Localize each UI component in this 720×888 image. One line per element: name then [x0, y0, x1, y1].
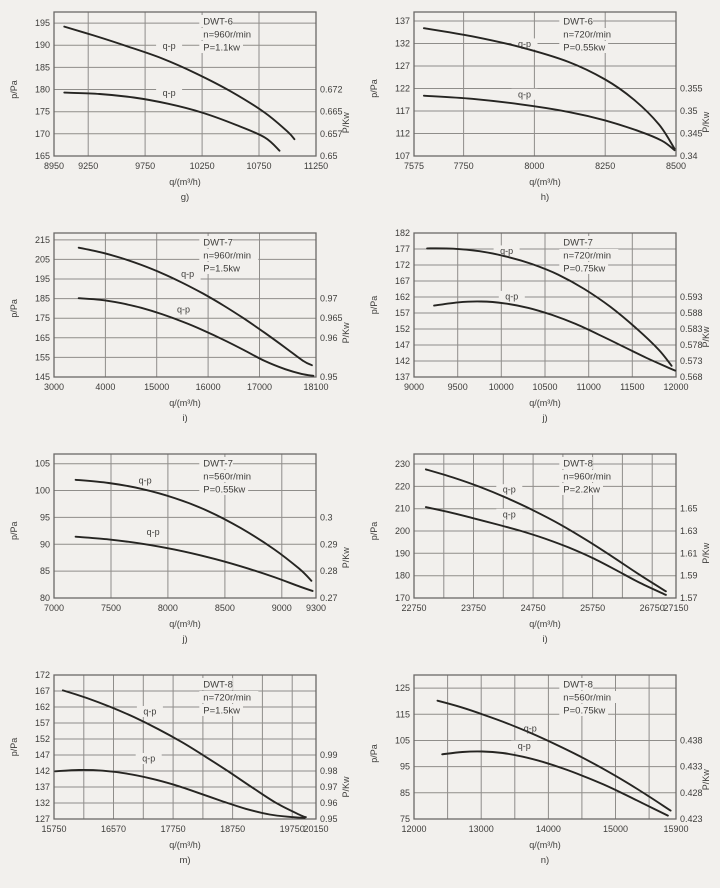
curve-label: q-p [162, 88, 176, 99]
y-axis-title: p/Pa [369, 79, 379, 98]
legend-line: DWT-8 [563, 458, 593, 470]
curve-q-p-1 [426, 507, 666, 595]
legend-line: DWT-8 [563, 679, 593, 691]
curve-label: q-p [162, 41, 176, 52]
y2-tick-label: 0.27 [320, 593, 338, 603]
x-tick-label: 9000 [403, 382, 425, 392]
y2-tick-label: 0.34 [680, 151, 698, 161]
legend-line: DWT-7 [203, 237, 233, 249]
x-tick-label: 8250 [595, 161, 616, 171]
legend-line: n=720r/min [203, 692, 252, 704]
chart-canvas-0 [4, 4, 356, 222]
x-tick-label: 8500 [665, 161, 687, 171]
chart-figure-j [360, 225, 720, 446]
y-tick-label: 167 [394, 276, 410, 286]
y2-tick-label: 0.578 [680, 340, 703, 350]
y2-tick-label: 0.95 [320, 372, 338, 382]
y-tick-label: 185 [34, 293, 50, 304]
y2-tick-label: 0.965 [320, 313, 343, 324]
x-tick-label: 10750 [246, 161, 272, 171]
y2-tick-label: 0.583 [680, 324, 703, 334]
x-tick-label: 19750 [279, 824, 305, 834]
legend-line: n=960r/min [203, 29, 252, 41]
x-tick-label: 8500 [214, 603, 235, 613]
y-tick-label: 180 [394, 570, 410, 581]
x-tick-label: 16570 [100, 824, 127, 834]
x-tick-label: 12000 [401, 824, 427, 834]
chart-canvas-1 [364, 4, 716, 222]
gridlines [414, 675, 676, 819]
chart-sublabel: n) [540, 855, 550, 866]
chart-sublabel: h) [540, 192, 550, 203]
y-tick-label: 115 [395, 709, 410, 720]
curve-q-p-1 [442, 751, 668, 815]
chart-figure-i [0, 225, 360, 446]
y2-tick-label: 0.438 [680, 735, 703, 746]
x-tick-label: 7750 [453, 161, 474, 171]
y2-tick-label: 0.568 [680, 372, 703, 382]
x-tick-label: 9750 [135, 161, 156, 171]
x-axis-title: q/(m³/h) [169, 619, 201, 629]
x-tick-label: 27150 [663, 603, 689, 613]
gridlines [54, 454, 316, 598]
x-axis-title: q/(m³/h) [529, 398, 561, 408]
legend-line: P=0.55kw [563, 42, 606, 54]
y2-tick-label: 0.96 [320, 798, 338, 808]
y2-axis-title: P/Kw [341, 322, 351, 344]
y-tick-label: 142 [34, 766, 50, 776]
chart-canvas-5 [364, 446, 716, 664]
y-tick-label: 162 [34, 702, 50, 712]
y-tick-label: 152 [34, 734, 50, 744]
x-tick-label: 11500 [620, 382, 645, 392]
x-tick-label: 18100 [303, 382, 329, 392]
legend-line: n=560r/min [203, 471, 252, 483]
legend-line: n=720r/min [563, 29, 612, 41]
y2-tick-label: 0.428 [680, 787, 703, 798]
y-tick-label: 147 [34, 750, 50, 760]
curve-q-p-0 [63, 690, 306, 817]
y-tick-label: 137 [394, 16, 410, 26]
curve-label: q-p [517, 38, 532, 49]
curve-q-p-0 [426, 469, 666, 591]
y-axis-title: p/Pa [9, 521, 19, 541]
y-tick-label: 195 [34, 18, 50, 29]
y2-tick-label: 0.665 [320, 106, 343, 117]
chart-figure-m [0, 667, 360, 888]
y-axis-title: p/Pa [369, 744, 379, 763]
x-tick-label: 11000 [576, 382, 601, 392]
legend-line: P=1.5kw [203, 705, 241, 717]
y-tick-label: 137 [34, 782, 50, 792]
curve-label: q-p [143, 706, 157, 717]
plot-border [414, 675, 676, 819]
y2-tick-label: 0.29 [320, 539, 338, 550]
y2-tick-label: 0.657 [320, 128, 343, 139]
legend-line: P=0.75kw [563, 705, 606, 717]
y2-tick-label: 0.3 [320, 512, 333, 523]
legend-line: DWT-8 [203, 679, 233, 691]
y2-tick-label: 0.345 [680, 128, 703, 139]
x-tick-label: 15750 [41, 824, 67, 834]
x-tick-label: 14000 [535, 824, 561, 834]
chart-sublabel: i) [542, 634, 548, 645]
x-tick-label: 15000 [144, 382, 170, 392]
x-tick-label: 17750 [160, 824, 186, 834]
x-axis-title: q/(m³/h) [169, 177, 201, 187]
legend-line: DWT-6 [203, 16, 233, 28]
chart-sublabel: j) [542, 413, 548, 424]
x-tick-label: 20150 [303, 824, 329, 834]
x-tick-label: 7500 [100, 603, 122, 613]
curve-label: q-p [502, 484, 516, 495]
y-tick-label: 152 [394, 324, 410, 334]
y2-tick-label: 0.433 [680, 761, 703, 772]
y-tick-label: 220 [394, 481, 410, 492]
x-tick-label: 7000 [43, 603, 65, 613]
chart-canvas-4 [4, 446, 356, 664]
y-axis-title: p/Pa [9, 299, 19, 318]
y2-tick-label: 1.57 [680, 593, 698, 603]
y2-tick-label: 0.98 [320, 766, 338, 776]
y-tick-label: 147 [394, 340, 410, 350]
y-tick-label: 210 [394, 503, 410, 514]
y2-tick-label: 0.573 [680, 356, 703, 366]
y-tick-label: 165 [34, 332, 50, 343]
curve-label: q-p [505, 291, 519, 302]
y-tick-label: 185 [34, 62, 50, 73]
legend-line: n=960r/min [203, 250, 252, 262]
x-tick-label: 8000 [524, 161, 545, 171]
y2-tick-label: 0.99 [320, 750, 338, 760]
y2-tick-label: 0.95 [320, 814, 338, 824]
x-tick-label: 10250 [189, 161, 215, 171]
y-tick-label: 105 [394, 735, 410, 746]
x-tick-label: 4000 [95, 382, 116, 392]
y-tick-label: 145 [34, 372, 50, 382]
curve-label: q-p [138, 475, 152, 486]
y-axis-title: p/Pa [369, 521, 379, 541]
curve-q-p-0 [438, 701, 671, 811]
y2-tick-label: 0.97 [320, 782, 338, 792]
legend-line: P=2.2kw [563, 484, 601, 496]
x-axis-title: q/(m³/h) [169, 840, 201, 850]
legend-line: n=960r/min [563, 471, 612, 483]
y-tick-label: 205 [34, 254, 50, 265]
y-tick-label: 90 [39, 539, 50, 550]
x-tick-label: 9300 [305, 603, 327, 613]
y2-tick-label: 0.423 [680, 814, 703, 824]
x-tick-label: 22750 [401, 603, 427, 613]
x-tick-label: 26750 [639, 603, 665, 613]
x-tick-label: 11250 [303, 161, 329, 171]
y2-tick-label: 1.59 [680, 570, 698, 581]
curve-q-p-1 [424, 96, 675, 151]
legend-line: DWT-6 [563, 16, 593, 28]
x-tick-label: 15000 [602, 824, 629, 834]
curve-label: q-p [523, 723, 537, 734]
y2-axis-title: P/Kw [341, 112, 351, 134]
curve-q-p-1 [434, 301, 675, 370]
y2-tick-label: 0.672 [320, 84, 343, 95]
x-tick-label: 9000 [271, 603, 292, 613]
y-tick-label: 127 [394, 61, 410, 71]
gridlines [414, 233, 676, 377]
x-tick-label: 18750 [220, 824, 246, 834]
y-tick-label: 85 [39, 566, 50, 577]
y2-tick-label: 0.355 [680, 83, 703, 94]
y-tick-label: 175 [34, 313, 50, 324]
y-tick-label: 180 [34, 84, 50, 95]
x-tick-label: 10000 [488, 382, 514, 392]
y-tick-label: 95 [399, 761, 410, 772]
chart-figure-j2 [0, 446, 360, 667]
y2-tick-label: 0.65 [320, 151, 338, 161]
y-tick-label: 127 [34, 814, 50, 824]
x-tick-label: 15900 [663, 824, 689, 834]
legend-line: DWT-7 [563, 237, 593, 249]
y-tick-label: 170 [394, 593, 410, 603]
y-tick-label: 132 [34, 798, 50, 808]
x-tick-label: 9500 [447, 382, 468, 392]
x-tick-label: 23750 [460, 603, 487, 613]
y2-tick-label: 0.96 [320, 332, 338, 343]
x-tick-label: 9250 [78, 161, 99, 171]
curve-label: q-p [142, 753, 156, 764]
legend-line: n=560r/min [563, 692, 612, 704]
x-tick-label: 13000 [468, 824, 494, 834]
y2-axis-title: P/Kw [341, 547, 351, 569]
y-tick-label: 167 [34, 686, 50, 696]
y2-tick-label: 0.97 [320, 293, 338, 304]
gridlines [414, 454, 676, 598]
y-tick-label: 177 [394, 244, 410, 254]
x-tick-label: 25750 [580, 603, 606, 613]
y-tick-label: 162 [394, 292, 410, 302]
y-tick-label: 170 [34, 128, 50, 139]
x-tick-label: 17000 [246, 382, 273, 392]
y-tick-label: 157 [394, 308, 410, 318]
x-axis-title: q/(m³/h) [529, 177, 561, 187]
y-tick-label: 200 [394, 526, 410, 536]
gridlines [54, 12, 316, 156]
y-axis-title: p/Pa [369, 295, 379, 315]
y2-tick-label: 1.63 [680, 526, 698, 536]
y-tick-label: 155 [34, 352, 50, 363]
chart-canvas-2 [4, 225, 356, 443]
x-tick-label: 12000 [663, 382, 689, 392]
curve-label: q-p [176, 304, 191, 315]
chart-canvas-3 [364, 225, 716, 443]
legend-line: P=1.1kw [203, 42, 241, 54]
curve-q-p-0 [427, 245, 671, 365]
y-tick-label: 132 [394, 38, 410, 49]
x-tick-label: 10500 [532, 382, 558, 392]
curve-label: q-p [500, 245, 514, 256]
x-tick-label: 3000 [43, 382, 65, 392]
x-tick-label: 8000 [157, 603, 178, 613]
legend-line: n=720r/min [563, 250, 612, 262]
legend-line: P=1.5kw [203, 263, 241, 275]
legend-line: P=0.55kw [203, 484, 246, 496]
y-tick-label: 165 [34, 151, 50, 161]
x-tick-label: 24750 [520, 603, 546, 613]
y-tick-label: 95 [39, 512, 50, 523]
y-tick-label: 182 [394, 228, 410, 238]
legend-line: P=0.75kw [563, 263, 606, 275]
y-axis-title: p/Pa [9, 737, 19, 757]
chart-sublabel: j) [182, 634, 188, 645]
y2-axis-title: P/Kw [701, 111, 711, 133]
chart-canvas-6 [4, 667, 356, 885]
y2-tick-label: 0.593 [680, 292, 703, 302]
y2-axis-title: P/Kw [701, 542, 711, 564]
curve-q-p-1 [55, 770, 305, 818]
y2-axis-title: P/Kw [701, 769, 711, 791]
plot-border [54, 675, 316, 819]
y-axis-title: p/Pa [9, 80, 19, 99]
x-tick-label: 16000 [195, 382, 221, 392]
y2-axis-title: P/Kw [701, 326, 711, 348]
chart-figure-i2 [360, 446, 720, 667]
curve-label: q-p [146, 526, 160, 537]
y-tick-label: 190 [34, 40, 50, 51]
y2-axis-title: P/Kw [341, 776, 351, 798]
gridlines [54, 675, 316, 819]
curve-label: q-p [502, 509, 516, 520]
y-tick-label: 215 [34, 234, 50, 245]
y-tick-label: 105 [34, 458, 50, 469]
y-tick-label: 195 [34, 274, 50, 284]
y-tick-label: 172 [34, 670, 50, 680]
y2-tick-label: 0.588 [680, 308, 703, 318]
y-tick-label: 112 [395, 128, 410, 139]
y-tick-label: 122 [394, 83, 410, 94]
y2-tick-label: 0.35 [680, 106, 698, 116]
y-tick-label: 85 [399, 787, 410, 798]
y-tick-label: 80 [39, 593, 50, 603]
y-tick-label: 137 [394, 372, 410, 382]
y-tick-label: 157 [34, 718, 50, 728]
chart-canvas-7 [364, 667, 716, 885]
curve-label: q-p [517, 89, 532, 100]
y-tick-label: 142 [394, 356, 410, 366]
y-tick-label: 107 [394, 151, 410, 161]
y-tick-label: 75 [399, 814, 410, 824]
y-tick-label: 100 [34, 485, 50, 496]
chart-figure-n [360, 667, 720, 888]
chart-sublabel: m) [179, 855, 191, 866]
y2-tick-label: 1.65 [680, 503, 698, 514]
curve-label: q-p [517, 741, 531, 752]
x-axis-title: q/(m³/h) [529, 619, 561, 629]
chart-figure-g [0, 4, 360, 225]
y-tick-label: 230 [394, 459, 410, 469]
y2-tick-label: 0.28 [320, 566, 338, 577]
chart-sublabel: i) [182, 413, 188, 424]
x-axis-title: q/(m³/h) [529, 840, 561, 850]
y-tick-label: 172 [394, 260, 410, 270]
legend-line: DWT-7 [203, 458, 233, 470]
x-axis-title: q/(m³/h) [169, 398, 201, 408]
plot-border [414, 454, 676, 598]
curve-label: q-p [181, 269, 195, 280]
plot-border [54, 454, 316, 598]
y-tick-label: 190 [394, 548, 410, 559]
chart-sublabel: g) [180, 192, 190, 203]
chart-figure-h [360, 4, 720, 225]
x-tick-label: 7575 [403, 161, 425, 171]
y-tick-label: 175 [34, 106, 50, 117]
y2-tick-label: 1.61 [680, 548, 698, 559]
y-tick-label: 117 [395, 106, 410, 116]
y-tick-label: 125 [394, 683, 410, 694]
plot-border [54, 12, 316, 156]
x-tick-label: 8950 [43, 161, 65, 171]
